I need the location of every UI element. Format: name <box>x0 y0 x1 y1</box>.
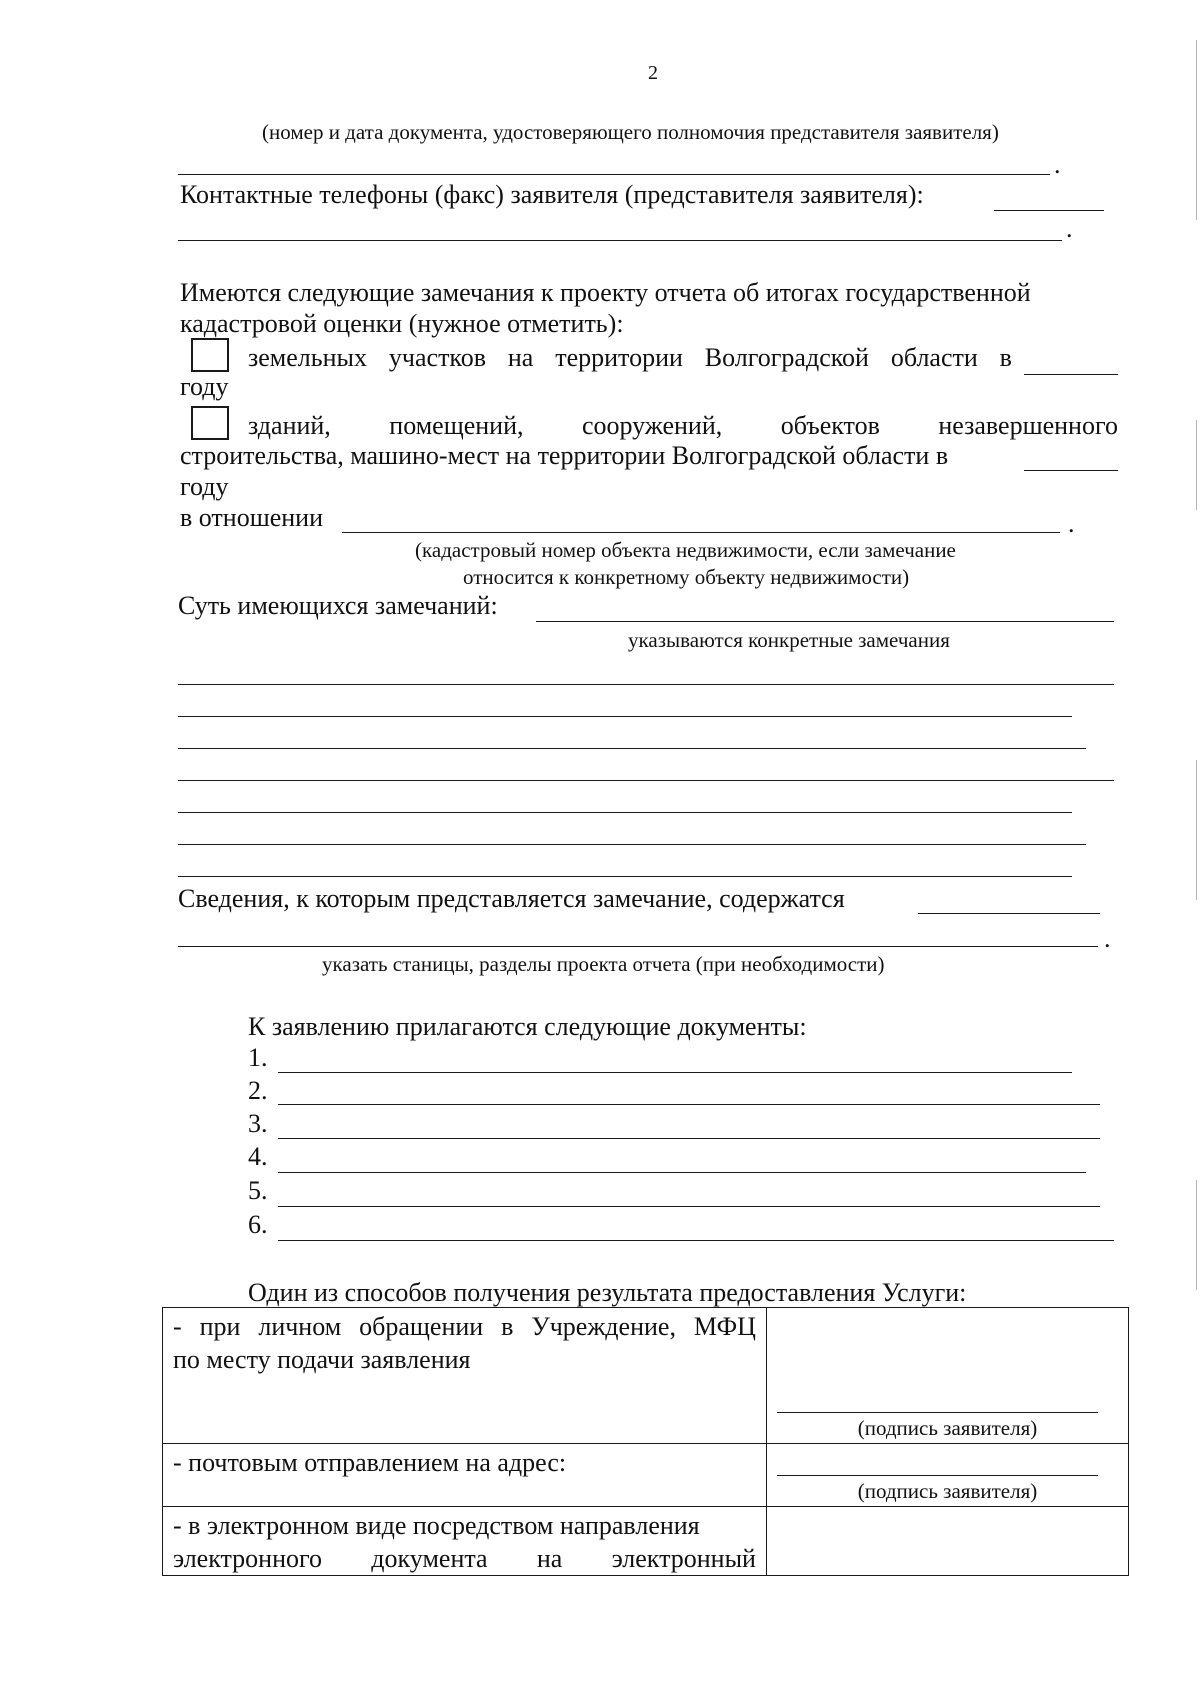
signature-cell-electronic[interactable] <box>767 1507 1129 1576</box>
word: - <box>173 1312 182 1341</box>
essence-line-3[interactable] <box>178 748 1086 749</box>
attachment-line-6[interactable] <box>278 1240 1114 1241</box>
remarks-intro-line-1: Имеются следующие замечания к проекту отчета об итогах государственной <box>180 278 1031 307</box>
method-electronic-text <box>163 1507 766 1575</box>
essence-line-2[interactable] <box>178 716 1072 717</box>
word: Учреждение, <box>531 1312 676 1341</box>
buildings-checkbox[interactable] <box>191 406 229 440</box>
info-location-caption: указать станицы, разделы проекта отчета (при необходимости) <box>322 952 885 976</box>
line-end-period: . <box>1054 150 1061 179</box>
info-location-line-1[interactable] <box>918 913 1100 914</box>
contact-phones-line-1[interactable] <box>994 210 1104 211</box>
land-plots-checkbox[interactable] <box>191 338 229 372</box>
method-electronic-line-1: - в электронном виде посредством направления <box>173 1511 700 1540</box>
attachment-line-2[interactable] <box>278 1104 1100 1105</box>
method-row-in-person <box>163 1308 1129 1444</box>
word: зданий, <box>248 411 331 440</box>
word: на <box>536 1544 563 1573</box>
word: в <box>999 343 1012 372</box>
land-plots-option-text <box>248 343 1012 373</box>
line-end-period: . <box>1104 924 1111 953</box>
word: участков <box>388 343 487 372</box>
method-post-cell <box>163 1444 767 1507</box>
signature-line[interactable] <box>777 1475 1098 1476</box>
buildings-option-line-2: строительства, машино-мест на территории Волгоградской области в <box>180 441 949 470</box>
word: территории <box>555 343 683 372</box>
essence-line-4[interactable] <box>178 780 1114 781</box>
word: земельных <box>248 343 368 372</box>
land-plots-year-line[interactable] <box>1024 374 1118 375</box>
essence-line-5[interactable] <box>178 812 1072 813</box>
essence-caption: указываются конкретные замечания <box>628 628 950 652</box>
essence-line-1[interactable] <box>178 684 1114 685</box>
attachment-line-4[interactable] <box>278 1172 1086 1173</box>
line-end-period: . <box>1066 214 1073 243</box>
remarks-intro-line-2: кадастровой оценки (нужное отметить): <box>180 309 624 338</box>
signature-caption: (подпись заявителя) <box>857 1479 1038 1503</box>
method-in-person-cell <box>163 1308 767 1444</box>
attachment-number: 4. <box>248 1142 268 1171</box>
method-row-post <box>163 1444 1129 1507</box>
essence-line-0[interactable] <box>536 621 1114 622</box>
word: сооружений, <box>581 411 723 440</box>
info-location-line-2[interactable] <box>178 946 1098 947</box>
word: электронный <box>611 1544 756 1573</box>
representative-document-line[interactable] <box>178 174 1050 175</box>
essence-label: Суть имеющихся замечаний: <box>178 591 498 620</box>
word: обращении <box>359 1312 484 1341</box>
contact-phones-label: Контактные телефоны (факс) заявителя (представителя заявителя): <box>180 180 924 209</box>
signature-cell-post[interactable] <box>767 1444 1129 1507</box>
word: на <box>507 343 534 372</box>
method-in-person-line-1 <box>173 1310 756 1343</box>
cadastral-caption-line-2: относится к конкретному объекту недвижимости) <box>463 565 910 589</box>
attachment-line-3[interactable] <box>278 1138 1100 1139</box>
attachment-number: 1. <box>248 1043 268 1072</box>
cadastral-number-line[interactable] <box>342 532 1060 533</box>
method-electronic-cell <box>163 1507 767 1576</box>
scan-edge-mark <box>1194 0 1200 1697</box>
signature-cell-in-person[interactable] <box>767 1308 1129 1444</box>
attachment-line-5[interactable] <box>278 1206 1100 1207</box>
land-plots-year-word: году <box>180 372 229 401</box>
page-number: 2 <box>648 62 658 84</box>
word: области <box>890 343 978 372</box>
essence-line-6[interactable] <box>178 844 1086 845</box>
signature-caption: (подпись заявителя) <box>857 1416 1038 1440</box>
method-post-text: - почтовым отправлением на адрес: <box>173 1448 567 1477</box>
method-in-person-text <box>163 1308 766 1376</box>
representative-document-caption: (номер и дата документа, удостоверяющего полномочия представителя заявителя) <box>262 120 999 144</box>
attachment-number: 5. <box>248 1176 268 1205</box>
buildings-year-word: году <box>180 472 229 501</box>
word: при <box>199 1312 241 1341</box>
attachment-number: 3. <box>248 1109 268 1138</box>
signature-line[interactable] <box>777 1412 1098 1413</box>
essence-line-7[interactable] <box>178 876 1072 877</box>
attachment-number: 6. <box>248 1210 268 1239</box>
contact-phones-line-2[interactable] <box>178 240 1062 241</box>
word: помещений, <box>389 411 524 440</box>
buildings-year-line[interactable] <box>1024 470 1118 471</box>
word: документа <box>371 1544 488 1573</box>
methods-title: Один из способов получения результата предоставления Услуги: <box>248 1278 967 1307</box>
word: объектов <box>780 411 880 440</box>
attachment-line-1[interactable] <box>278 1072 1072 1073</box>
word: МФЦ <box>693 1312 756 1341</box>
buildings-option-text <box>248 411 1118 441</box>
method-in-person-line-2: по месту подачи заявления <box>173 1345 471 1374</box>
word: в <box>501 1312 514 1341</box>
word: Волгоградской <box>704 343 869 372</box>
cadastral-caption-line-1: (кадастровый номер объекта недвижимости, если замечание <box>415 538 956 562</box>
regarding-label: в отношении <box>180 503 324 532</box>
info-location-label: Сведения, к которым представляется замечание, содержатся <box>178 884 845 913</box>
word: личном <box>258 1312 342 1341</box>
attachment-number: 2. <box>248 1076 268 1105</box>
method-electronic-line-2 <box>173 1542 756 1575</box>
methods-table <box>162 1307 1129 1576</box>
method-row-electronic <box>163 1507 1129 1576</box>
word: электронного <box>173 1544 323 1573</box>
word: незавершенного <box>938 411 1118 440</box>
attachments-title: К заявлению прилагаются следующие документы: <box>248 1012 807 1041</box>
line-end-period: . <box>1068 509 1075 538</box>
